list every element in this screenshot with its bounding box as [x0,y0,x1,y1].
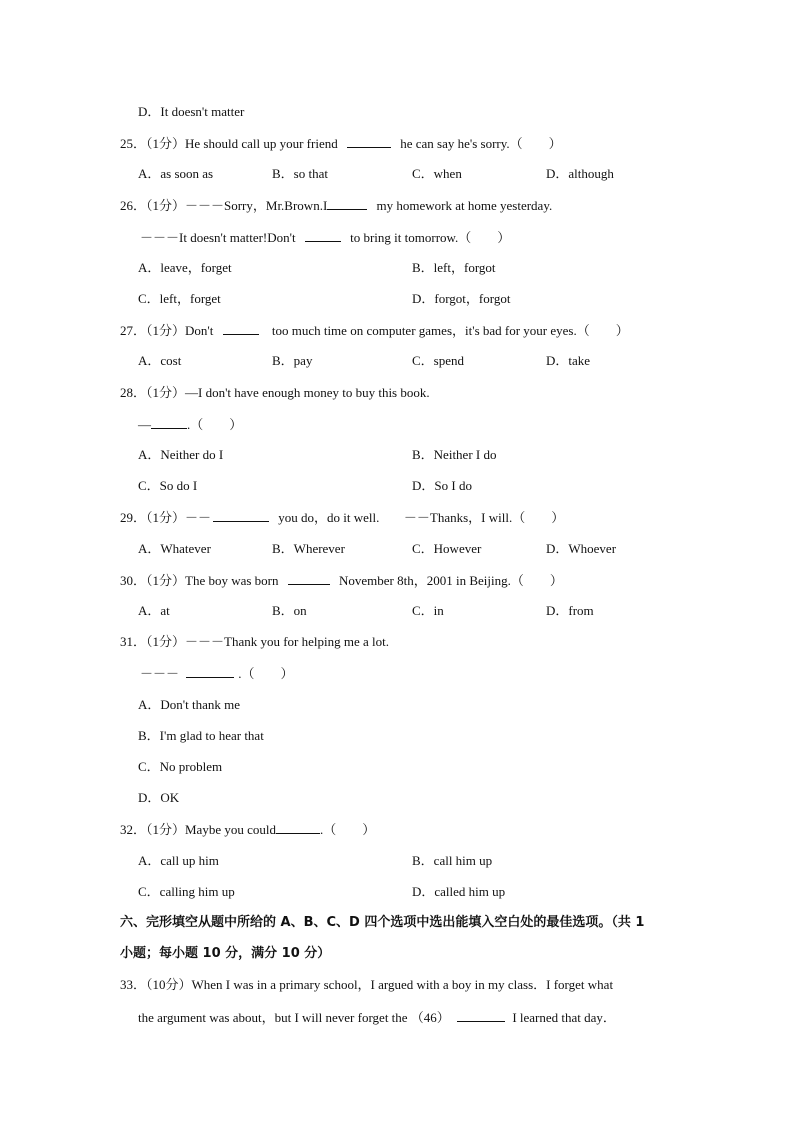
q32-option-c: C．calling him up [138,884,235,899]
q29-option-c: C．However [412,541,482,556]
q32-stem [120,820,375,839]
q27-option-d: D．take [546,353,591,368]
q27-stem [120,321,629,340]
q30-stem-head: 30．（1分）The boy was born [120,573,279,588]
q28-option-b: B．Neither I do [412,447,497,462]
q26-stem [120,196,552,215]
q29-option-b: B．Wherever [272,541,345,556]
q26-option-a: A．leave，forget [138,260,232,275]
q30-option-b: B．on [272,603,307,618]
q31-stem: 31．（1分）－－－Thank you for helping me a lot. [120,634,389,649]
q25-option-a: A．as soon as [138,166,214,181]
q32-stem-tail: .（ ） [319,822,376,837]
q25-blank [347,134,391,148]
q27-option-c: C．spend [412,353,465,368]
q26-line2-head: －－－It doesn't matter!Don't [140,230,296,245]
q33-stem: 33．（10分）When I was in a primary school，I argued with a boy in my class．I forget what [120,977,614,992]
q28-stem-line2 [138,415,242,434]
q28-option-a: A．Neither do I [138,447,224,462]
q26-option-b: B．left，forgot [412,260,496,275]
q29-stem-tail: －－Thanks，I will.（ ） [403,510,565,525]
q31-line2-head: －－－ [140,666,180,681]
q27-blank [223,321,259,335]
q32-option-b: B．call him up [412,853,493,868]
q27-option-a: A．cost [138,353,182,368]
q27-stem-tail: too much time on computer games，it's bad for your eyes.（ ） [271,323,629,338]
section-heading: 六、完形填空从题中所给的 A、B、C、D 四个选项中选出能填入空白处的最佳选项。（共 1 [120,915,645,930]
q25-stem [120,134,562,153]
q31-stem-line2 [140,664,294,683]
q26-blank-1 [327,196,367,210]
q30-blank [288,571,330,585]
q25-option-b: B．so that [272,166,328,181]
q31-option-c: C．No problem [138,759,223,774]
q30-stem-tail: November 8th，2001 in Beijing.（ ） [339,573,563,588]
q28-blank [151,415,187,429]
q30-option-d: D．from [546,603,594,618]
q28-line2-head: — [138,417,151,432]
q28-line2-tail: .（ ） [187,417,243,432]
q25-stem-tail: he can say he's sorry.（ ） [400,136,562,151]
q26-line2-tail: to bring it tomorrow.（ ） [350,230,511,245]
q31-blank [186,664,234,678]
q26-option-c: C．left，forget [138,291,221,306]
q32-stem-head: 32．（1分）Maybe you could [120,822,276,837]
q31-option-d: D．OK [138,790,180,805]
q28-option-c: C．So do I [138,478,198,493]
q26-stem-tail: my homework at home yesterday. [376,198,553,213]
q26-blank-2 [305,228,341,242]
q29-option-a: A．Whatever [138,541,211,556]
q32-option-a: A．call up him [138,853,219,868]
q27-option-b: B．pay [272,353,313,368]
q31-line2-tail: .（ ） [238,666,294,681]
q31-option-b: B．I'm glad to hear that [138,728,264,743]
q28-stem: 28．（1分）—I don't have enough money to buy this book. [120,385,430,400]
q33-line2-head: the argument was about，but I will never forget the （46） [138,1010,450,1025]
q26-stem-line2 [140,228,510,247]
q25-stem-head: 25．（1分）He should call up your friend [120,136,338,151]
q29-stem [120,508,564,527]
q33-stem-line2 [138,1008,616,1027]
q24-option-d: D．It doesn't matter [138,104,245,119]
q29-option-d: D．Whoever [546,541,617,556]
q25-option-c: C．when [412,166,462,181]
q30-stem [120,571,563,590]
q29-stem-head: 29．（1分）－－ [120,510,212,525]
q30-option-c: C．in [412,603,444,618]
q27-stem-head: 27．（1分）Don't [120,323,214,338]
q32-option-d: D．called him up [412,884,506,899]
q33-line2-tail: I learned that day． [512,1010,616,1025]
q30-option-a: A．at [138,603,170,618]
q25-option-d: D．although [546,166,614,181]
q29-stem-mid: you do，do it well. [278,510,380,525]
section-heading-line2: 小题；每小题 10 分，满分 10 分） [120,946,331,961]
q33-blank-46 [457,1008,505,1022]
q26-option-d: D．forgot，forgot [412,291,511,306]
q26-stem-head: 26．（1分）－－－Sorry，Mr.Brown.I [120,198,328,213]
q28-option-d: D．So I do [412,478,472,493]
q31-option-a: A．Don't thank me [138,697,240,712]
q32-blank [276,820,320,834]
q29-blank [213,508,269,522]
